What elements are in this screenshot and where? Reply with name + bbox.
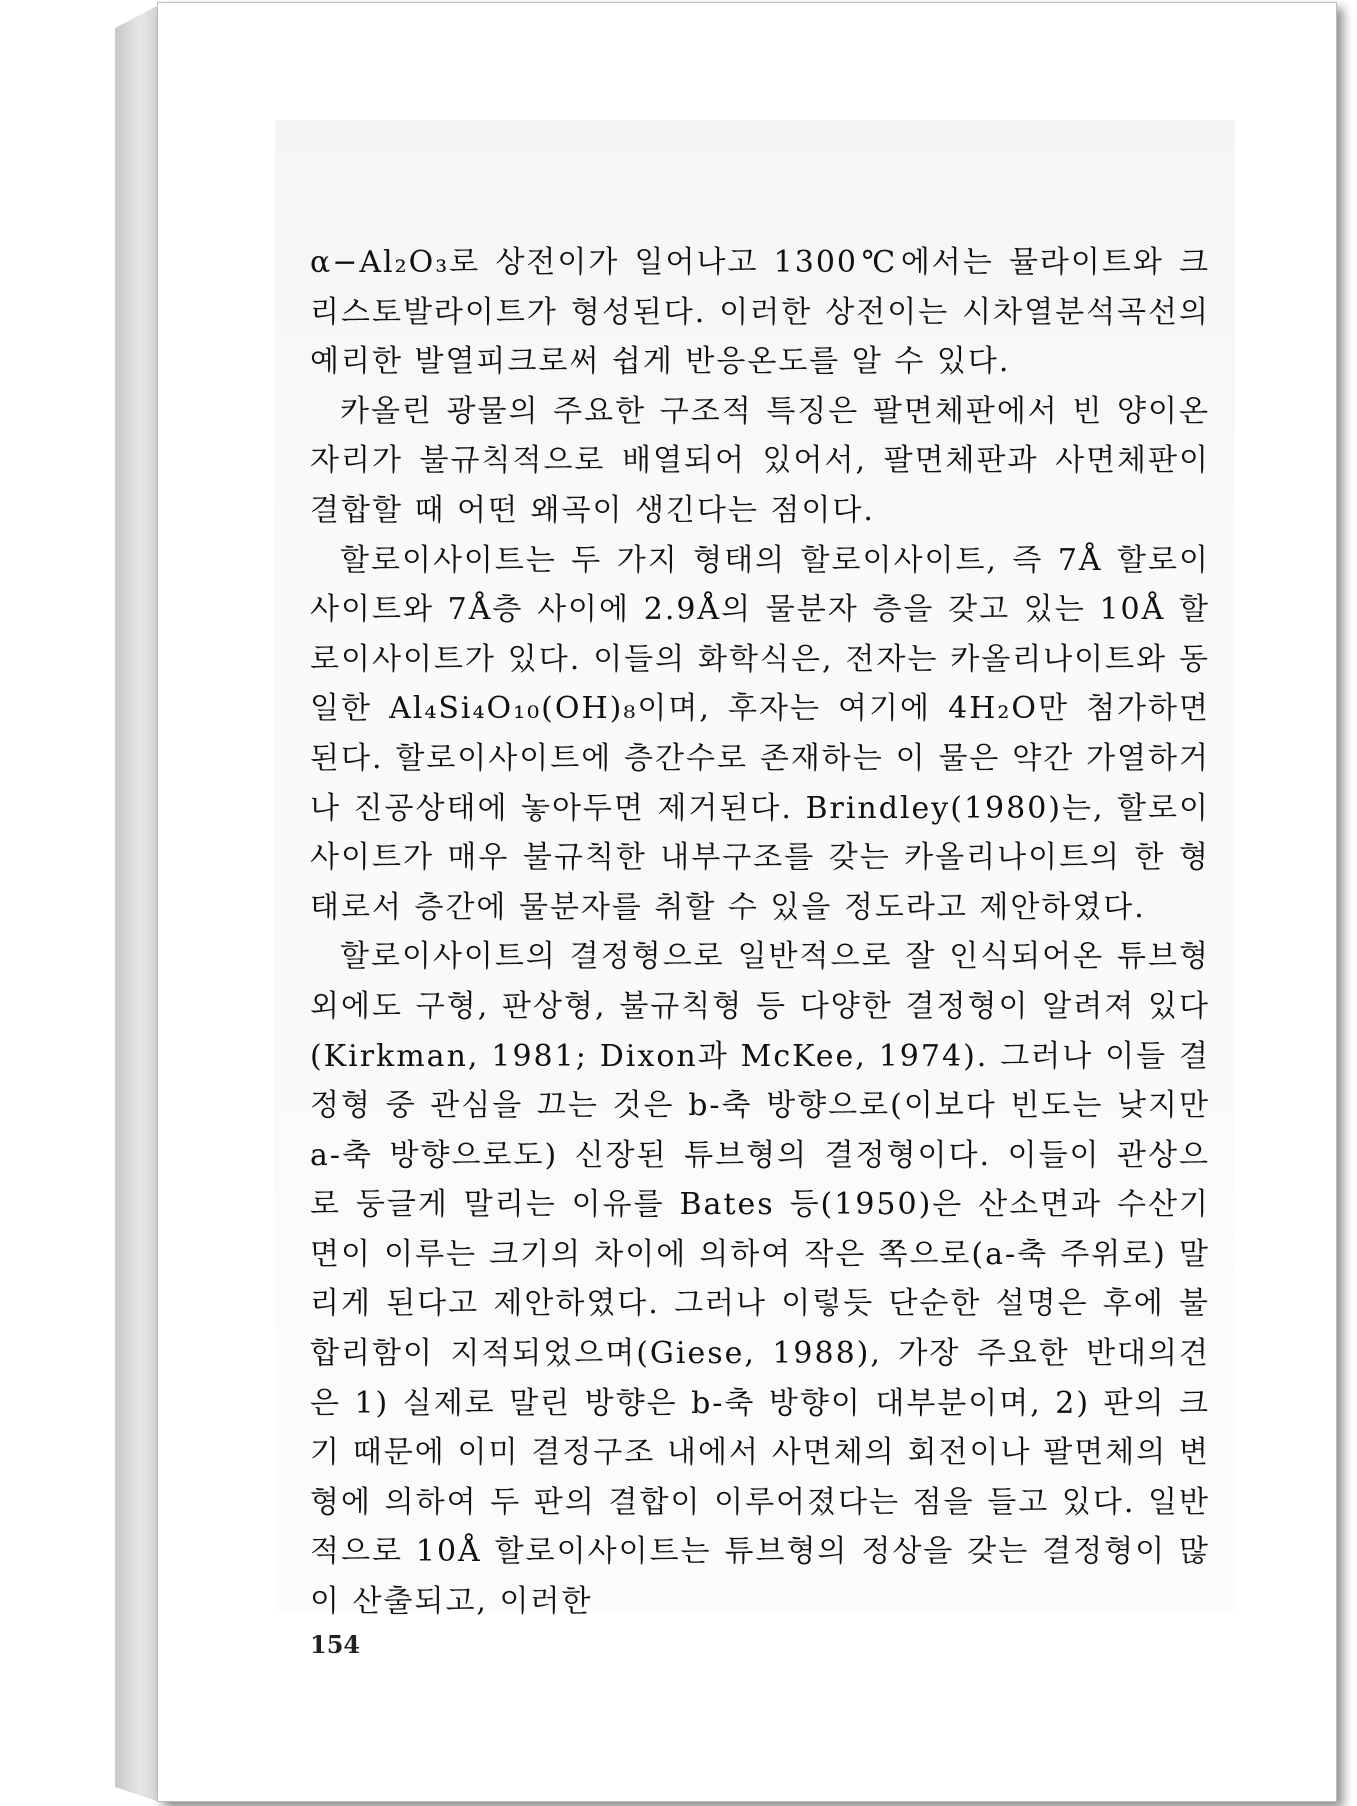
paragraph-2: 카올린 광물의 주요한 구조적 특징은 팔면체판에서 빈 양이온자리가 불규칙적으로 배열되어 있어서, 팔면체판과 사면체판이 결합할 때 어떤 왜곡이 생긴다는 점이다. xyxy=(310,393,1210,528)
book-spine xyxy=(115,6,157,1801)
page-number: 154 xyxy=(310,1630,361,1659)
paragraph-4: 할로이사이트의 결정형으로 일반적으로 잘 인식되어온 튜브형 외에도 구형, 판상형, 불규칙형 등 다양한 결정형이 알려져 있다(Kirkman, 1981; Dixon과 McKee, 1974). 그러나 이들 결정형 중 관심을 끄는 것은 b-축 방향으로(이보다 빈도는 낮지만 a-축 방향으로도) 신장된 튜브형의 결정형이다. 이들이 관상으로 둥글게 말리는 이유를 Bates 등(1950)은 산소면과 수산기면이 이루는 크기의 차이에 의하여 작은 쪽으로(a-축 주위로) 말리게 된다고 제안하였다. 그러나 이렇듯 단순한 설명은 후에 불합리함이 지적되었으며(Giese, 1988), 가장 주요한 반대의견은 1) 실제로 말린 방향은 b-축 방향이 대부분이며, 2) 판의 크기 때문에 이미 결정구조 내에서 사면체의 회전이나 팔면체의 변형에 의하여 두 판의 결합이 이루어졌다는 점을 들고 있다. 일반적으로 10Å 할로이사이트는 튜브형의 정상을 갖는 결정형이 많이 산출되고, 이러한 xyxy=(310,939,1210,1620)
paragraph-3: 할로이사이트는 두 가지 형태의 할로이사이트, 즉 7Å 할로이사이트와 7Å층 사이에 2.9Å의 물분자 층을 갖고 있는 10Å 할로이사이트가 있다. 이들의 화학식은, 전자는 카올리나이트와 동일한 Al₄Si₄O₁₀(OH)₈이며, 후자는 여기에 4H₂O만 첨가하면 된다. 할로이사이트에 층간수로 존재하는 이 물은 약간 가열하거나 진공상태에 놓아두면 제거된다. Brindley(1980)는, 할로이사이트가 매우 불규칙한 내부구조를 갖는 카올리나이트의 한 형태로서 층간에 물분자를 취할 수 있을 정도라고 제안하였다. xyxy=(310,542,1210,925)
body-text xyxy=(310,238,1210,1627)
paragraph-1: α−Al₂O₃로 상전이가 일어나고 1300℃에서는 뮬라이트와 크리스토발라이트가 형성된다. 이러한 상전이는 시차열분석곡선의 예리한 발열피크로써 쉽게 반응온도를 알 수 있다. xyxy=(310,245,1210,380)
